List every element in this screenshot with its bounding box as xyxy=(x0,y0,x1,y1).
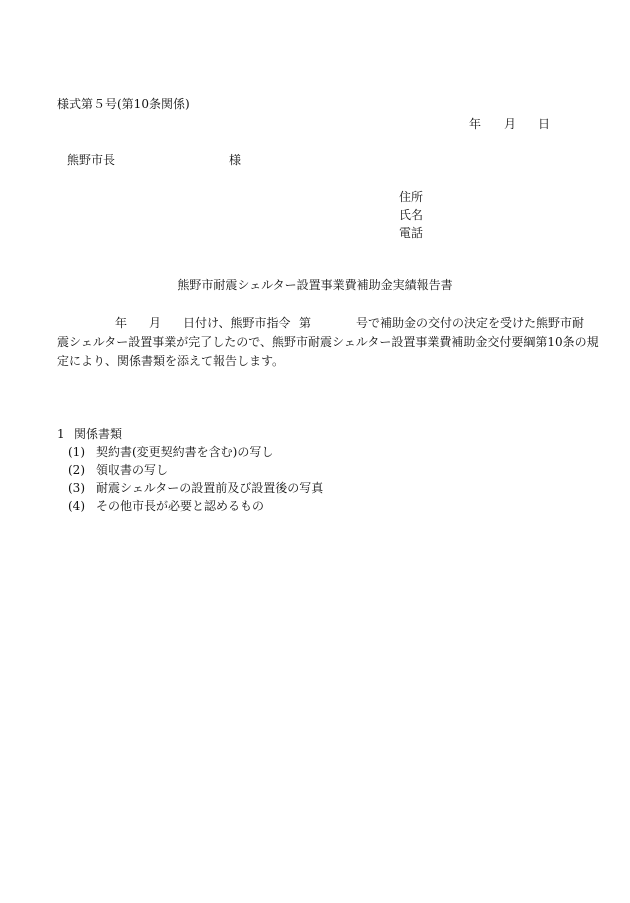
attachment-item-number: (2) xyxy=(68,463,85,477)
date-month: 月 xyxy=(504,117,517,131)
attachment-item-number: (1) xyxy=(68,445,85,459)
date-day: 日 xyxy=(538,117,551,131)
body-dai: 第 xyxy=(299,316,312,330)
name-label: 氏名 xyxy=(399,208,424,222)
date-year: 年 xyxy=(469,117,482,131)
body-month: 月 xyxy=(149,316,162,330)
body-line3: 定により、関係書類を添えて報告します。 xyxy=(57,354,285,368)
body-day-ref: 日付け、熊野市指令 xyxy=(183,316,291,330)
document-title: 熊野市耐震シェルター設置事業費補助金実績報告書 xyxy=(177,278,453,292)
addressee-name: 熊野市長 xyxy=(67,153,116,167)
phone-label: 電話 xyxy=(399,226,424,240)
address-label: 住所 xyxy=(399,190,424,204)
body-line2: 震シェルター設置事業が完了したので、熊野市耐震シェルター設置事業費補助金交付要綱第10条の規 xyxy=(57,335,599,349)
attachments-heading: 関係書類 xyxy=(74,427,123,441)
form-number: 様式第５号(第10条関係) xyxy=(57,97,190,111)
attachment-item-text: 耐震シェルターの設置前及び設置後の写真 xyxy=(96,481,324,495)
attachment-item-text: その他市長が必要と認めるもの xyxy=(96,499,265,513)
attachment-item-text: 領収書の写し xyxy=(96,463,169,477)
attachment-item-number: (3) xyxy=(68,481,85,495)
attachment-item-text: 契約書(変更契約書を含む)の写し xyxy=(96,445,274,459)
attachments-heading-number: 1 xyxy=(57,427,65,441)
body-rest1: 号で補助金の交付の決定を受けた熊野市耐 xyxy=(356,316,585,330)
addressee-honorific: 様 xyxy=(229,153,242,167)
body-year: 年 xyxy=(115,316,128,330)
attachment-item-number: (4) xyxy=(68,499,85,513)
